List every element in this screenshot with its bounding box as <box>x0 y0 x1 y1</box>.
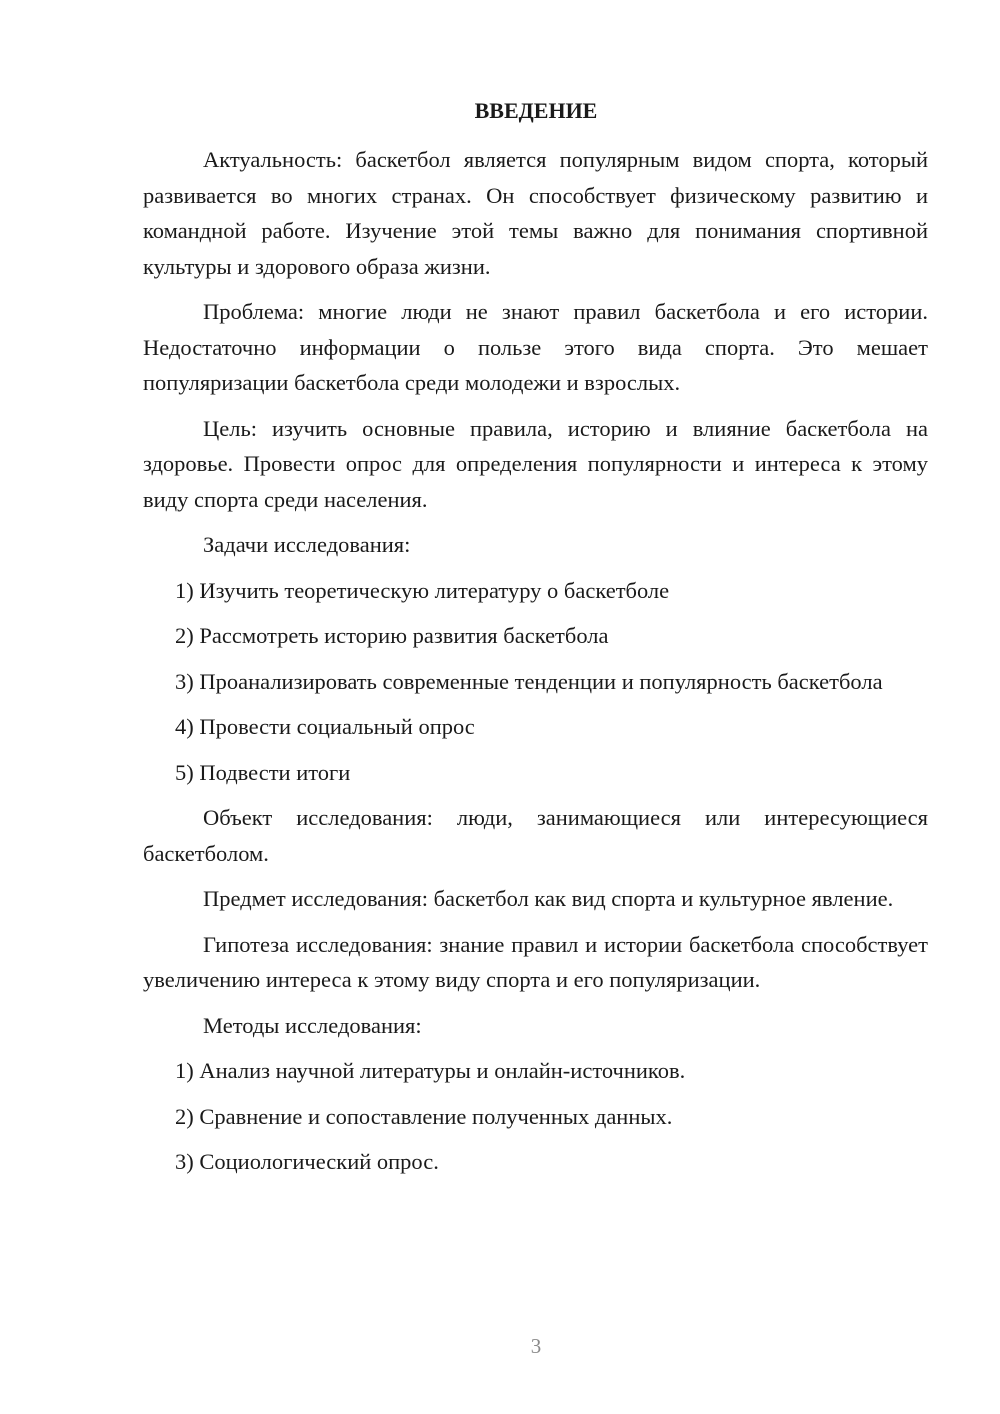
task-item: 4) Провести социальный опрос <box>175 714 475 739</box>
method-item: 1) Анализ научной литературы и онлайн-источников. <box>175 1058 686 1083</box>
task-item: 5) Подвести итоги <box>175 759 351 785</box>
paragraph-problem: Проблема: многие люди не знают правил баскетбола и его истории. Недостаточно информации о пользе этого вида спорта. Это мешает популяризации баскетбола среди молодежи и взрослых. <box>143 299 928 395</box>
page-number: 3 <box>530 1334 542 1358</box>
paragraph-object: Объект исследования: люди, занимающиеся или интересующиеся баскетболом. <box>143 805 928 866</box>
paragraph-tasks-heading: Задачи исследования: <box>203 532 411 557</box>
paragraph-methods-heading: Методы исследования: <box>203 1012 422 1038</box>
task-item: 2) Рассмотреть историю развития баскетбола <box>175 623 609 648</box>
task-item: 1) Изучить теоретическую литературу о баскетболе <box>175 577 670 603</box>
method-item: 3) Социологический опрос. <box>175 1149 439 1174</box>
paragraph-hypothesis: Гипотеза исследования: знание правил и истории баскетбола способствует увеличению интереса к этому виду спорта и его популяризации. <box>143 931 928 992</box>
paragraph-goal: Цель: изучить основные правила, историю и влияние баскетбола на здоровье. Провести опрос для определения популярности и интереса к этому виду спорта среди населения. <box>143 415 928 512</box>
task-item: 3) Проанализировать современные тенденции и популярность баскетбола <box>175 668 883 694</box>
paragraph-subject: Предмет исследования: баскетбол как вид спорта и культурное явление. <box>203 886 894 911</box>
method-item: 2) Сравнение и сопоставление полученных данных. <box>175 1103 673 1129</box>
document-body <box>143 142 928 1190</box>
paragraph-relevance: Актуальность: баскетбол является популярным видом спорта, который развивается во многих странах. Он способствует физическому развитию и командной работе. Изучение этой темы важно для понимания спортивной культуры и здорового образа жизни. <box>143 147 928 279</box>
page-title: ВВЕДЕНИЕ <box>474 98 598 123</box>
